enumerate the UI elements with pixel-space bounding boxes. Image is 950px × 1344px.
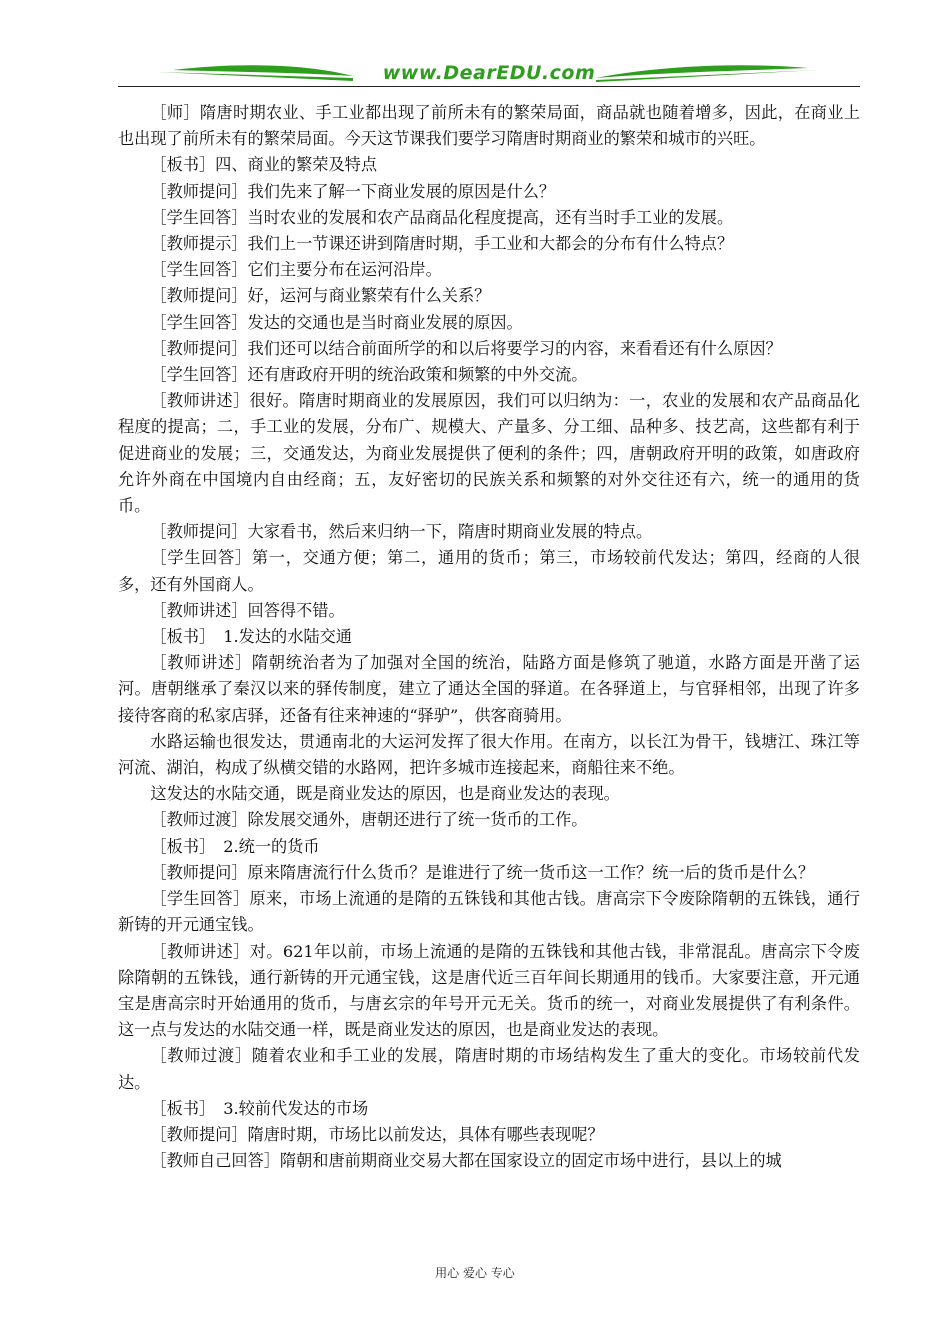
- paragraph: ［教师提问］原来隋唐流行什么货币？是谁进行了统一货币这一工作？统一后的货币是什么？: [150, 862, 815, 882]
- paragraph: ［教师提问］大家看书，然后来归纳一下，隋唐时期商业发展的特点。: [150, 522, 653, 542]
- paragraph: ［板书］ 1.发达的水陆交通: [150, 627, 352, 647]
- paragraph: ［教师提示］我们上一节课还讲到隋唐时期，手工业和大都会的分布有什么特点？: [150, 234, 734, 254]
- page-footer: 用心 爱心 专心: [435, 1266, 515, 1280]
- paragraph: ［教师过渡］除发展交通外，唐朝还进行了统一货币的工作。: [150, 810, 588, 830]
- paragraph: ［教师自己回答］隋朝和唐前期商业交易大都在国家设立的固定市场中进行，县以上的城: [150, 1151, 782, 1171]
- paragraph: ［教师过渡］随着农业和手工业的发展，隋唐时期的市场结构发生了重大的变化。市场较前代发达。: [118, 1046, 860, 1092]
- paragraph: ［教师提问］我们还可以结合前面所学的和以后将要学习的内容，来看看还有什么原因？: [150, 338, 782, 358]
- paragraph: ［学生回答］它们主要分布在运河沿岸。: [150, 260, 442, 280]
- paragraph: ［教师提问］好，运河与商业繁荣有什么关系？: [150, 286, 491, 306]
- paragraph: ［教师讲述］隋朝统治者为了加强对全国的统治，陆路方面是修筑了驰道，水路方面是开凿了运河。唐朝继承了秦汉以来的驿传制度，建立了通达全国的驿道。在各驿道上，与官驿相邻，出现了许多接待客商的私家店驿，还备有往来神速的“驿驴”，供客商骑用。: [118, 653, 860, 725]
- paragraph: ［学生回答］原来，市场上流通的是隋的五铢钱和其他古钱。唐高宗下令废除隋朝的五铢钱，通行新铸的开元通宝钱。: [118, 889, 860, 935]
- header-divider: [118, 86, 860, 87]
- paragraph: ［学生回答］当时农业的发展和农产品商品化程度提高，还有当时手工业的发展。: [150, 207, 734, 227]
- paragraph: 这发达的水陆交通，既是商业发达的原因，也是商业发达的表现。: [150, 784, 620, 804]
- paragraph: 水路运输也很发达，贯通南北的大运河发挥了很大作用。在南方，以长江为骨干，钱塘江、珠江等河流、湖泊，构成了纵横交错的水路网，把许多城市连接起来，商船往来不绝。: [118, 731, 860, 778]
- site-brand-logo: www.DearEDU.com: [382, 62, 596, 84]
- paragraph: ［板书］四、商业的繁荣及特点: [150, 155, 378, 175]
- paragraph: ［教师提问］我们先来了解一下商业发展的原因是什么？: [150, 181, 556, 201]
- document-body: [118, 100, 860, 1174]
- paragraph: ［学生回答］发达的交通也是当时商业发展的原因。: [150, 312, 523, 332]
- paragraph: ［学生回答］还有唐政府开明的统治政策和频繁的中外交流。: [150, 365, 588, 385]
- paragraph: ［教师提问］隋唐时期，市场比以前发达，具体有哪些表现呢？: [150, 1124, 604, 1144]
- paragraph: ［师］隋唐时期农业、手工业都出现了前所未有的繁荣局面，商品就也随着增多，因此，在商业上也出现了前所未有的繁荣局面。今天这节课我们要学习隋唐时期商业的繁荣和城市的兴旺。: [118, 103, 860, 149]
- paragraph: ［教师讲述］很好。隋唐时期商业的发展原因，我们可以归纳为：一，农业的发展和农产品商品化程度的提高；二，手工业的发展，分布广、规模大、产量多、分工细、品种多、技艺高，这些都有利于促进商业的发展；三，交通发达，为商业发展提供了便利的条件；四，唐朝政府开明的政策，如唐政府允许外商在中国境内自由经商；五，友好密切的民族关系和频繁的对外交往还有六，统一的通用的货币。: [118, 391, 860, 516]
- paragraph: ［教师讲述］回答得不错。: [150, 600, 345, 620]
- paragraph: ［学生回答］第一，交通方便；第二，通用的货币；第三，市场较前代发达；第四，经商的人很多，还有外国商人。: [118, 548, 860, 594]
- paragraph: ［板书］ 3.较前代发达的市场: [150, 1098, 369, 1118]
- paragraph: ［板书］ 2.统一的货币: [150, 836, 320, 856]
- paragraph: ［教师讲述］对。621年以前，市场上流通的是隋的五铢钱和其他古钱，非常混乱。唐高宗下令废除隋朝的五铢钱，通行新铸的开元通宝钱，这是唐代近三百年间长期通用的钱币。大家要注意，开元通宝是唐高宗时开始通用的货币，与唐玄宗的年号开元无关。货币的统一，对商业发展提供了有利条件。这一点与发达的水陆交通一样，既是商业发达的原因，也是商业发达的表现。: [118, 941, 860, 1040]
